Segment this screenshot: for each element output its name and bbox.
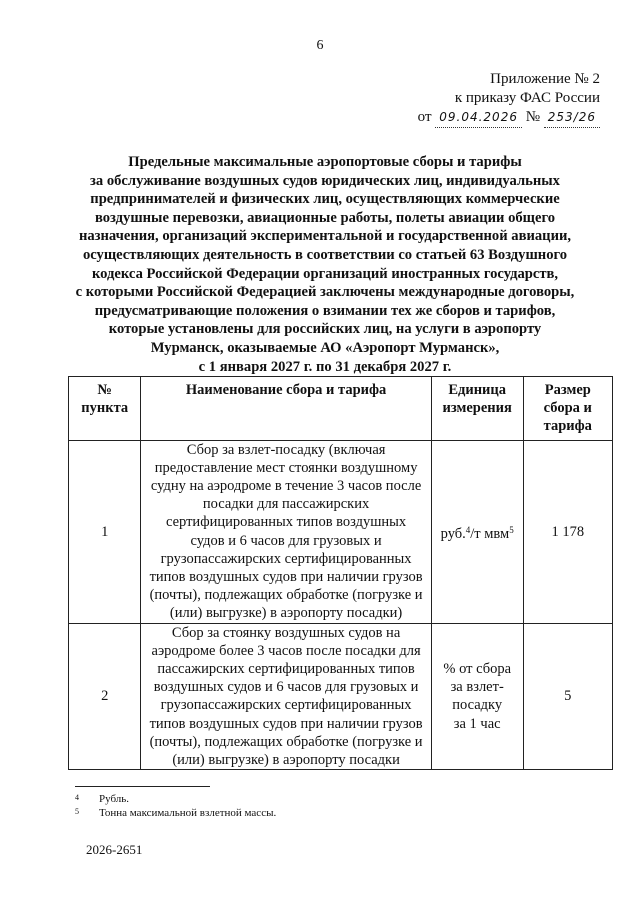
tariffs-table — [68, 376, 613, 770]
name-line: (или) выгрузке) в аэропорту посадки) — [169, 605, 403, 622]
unit-text: руб. — [440, 525, 466, 542]
name-line: (или) выгрузке) в аэропорту посадки — [172, 752, 400, 769]
name-line: судов и 6 часов для грузовых и — [190, 532, 382, 549]
title-line: кодекса Российской Федерации организаций иностранных государств, — [91, 265, 559, 282]
name-line: типов воздушных судов при наличии грузов — [149, 715, 423, 732]
page-number: 6 — [316, 38, 324, 53]
header-text: Размер — [544, 382, 591, 398]
row-value: 1 178 — [523, 440, 612, 623]
header-text: № — [97, 382, 112, 398]
unit-line: посадку — [452, 697, 503, 714]
name-line: сертифицированных типов воздушных — [165, 514, 407, 531]
row-unit — [431, 623, 523, 770]
row-name — [141, 440, 431, 623]
footnote-ref: 4 — [465, 524, 471, 535]
name-line: воздушных судов и 6 часов для грузовых и — [153, 679, 419, 696]
header-text: тарифа — [543, 418, 592, 435]
footnote-number: 4 — [75, 793, 79, 802]
header-name: Наименование сбора и тарифа — [141, 377, 431, 441]
header-text: пункта — [81, 400, 129, 417]
footnote-text: Рубль. — [99, 793, 130, 805]
footnote-divider — [75, 786, 210, 787]
footnotes — [75, 792, 276, 820]
name-line: пассажирских сертифицированных типов — [157, 661, 415, 678]
title-line: предусматривающие положения о взимании тех же сборов и тарифов, — [94, 302, 556, 319]
header-text: Единица — [448, 382, 507, 398]
name-line: предоставление мест стоянки воздушному — [154, 459, 418, 476]
footnote-ref: 5 — [509, 524, 514, 535]
table-row — [69, 623, 613, 770]
appendix-header — [300, 70, 600, 128]
footnote-number: 5 — [75, 807, 79, 816]
table-row — [69, 440, 613, 623]
table-header-row — [69, 377, 613, 441]
header-text: измерения — [442, 400, 512, 417]
title-line: воздушные перевозки, авиационные работы, полеты авиации общего — [94, 209, 556, 226]
appendix-date-number — [300, 108, 600, 128]
header-size — [523, 377, 612, 441]
document-title — [70, 153, 580, 376]
name-line: посадки для пассажирских — [202, 496, 370, 513]
footnote — [75, 806, 276, 820]
title-line: назначения, организаций экспериментальной и государственной авиации, — [78, 228, 572, 245]
title-line: с 1 января 2027 г. по 31 декабря 2027 г. — [198, 358, 452, 375]
name-line: аэродроме более 3 часов после посадки для — [151, 642, 421, 659]
title-line: предпринимателей и физических лиц, осуществляющих коммерческие — [90, 191, 560, 208]
header-item-number — [69, 377, 141, 441]
title-line: Предельные максимальные аэропортовые сборы и тарифы — [128, 154, 522, 170]
name-line: (почты), подлежащих обработке (погрузке и — [149, 733, 423, 750]
unit-line: % от сбора — [443, 661, 512, 678]
row-unit — [431, 440, 523, 623]
title-line: за обслуживание воздушных судов юридических лиц, индивидуальных — [90, 172, 560, 189]
footnote-text: Тонна максимальной взлетной массы. — [99, 807, 277, 819]
appendix-subtitle: к приказу ФАС России — [454, 90, 600, 106]
name-line: (почты), подлежащих обработке (погрузке и — [149, 587, 423, 604]
name-line: грузопассажирских сертифицированных — [160, 550, 412, 567]
unit-text: /т мвм — [470, 525, 510, 542]
name-line: Сбор за взлет-посадку (включая — [186, 441, 386, 458]
unit-line: за 1 час — [453, 715, 501, 732]
row-value: 5 — [523, 623, 612, 770]
row-number: 1 — [69, 440, 141, 623]
name-line: грузопассажирских сертифицированных — [160, 697, 412, 714]
footnote — [75, 792, 276, 806]
name-line: судну на аэродроме в течение 3 часов после — [150, 478, 422, 495]
title-line: которые установлены для российских лиц, на услуги в аэропорту — [108, 321, 542, 338]
name-line: Сбор за стоянку воздушных судов на — [171, 624, 401, 641]
appendix-title: Приложение № 2 — [490, 71, 600, 87]
unit-line: за взлет- — [450, 679, 504, 696]
row-number: 2 — [69, 623, 141, 770]
header-unit — [431, 377, 523, 441]
title-line: осуществляющих деятельность в соответствии со статьей 63 Воздушного — [82, 246, 568, 263]
title-line: Мурманск, оказываемые АО «Аэропорт Мурманск», — [150, 339, 500, 356]
handwritten-date: 09.04.2026 — [435, 108, 522, 128]
title-line: с которыми Российской Федерацией заключены международные договоры, — [75, 284, 575, 301]
document-code: 2026-2651 — [86, 842, 143, 857]
row-name — [141, 623, 431, 770]
handwritten-number: 253/26 — [544, 108, 600, 128]
header-text: сбора и — [543, 400, 592, 417]
from-label: от — [417, 109, 432, 125]
number-label: № — [525, 109, 541, 125]
name-line: типов воздушных судов при наличии грузов — [149, 569, 423, 586]
